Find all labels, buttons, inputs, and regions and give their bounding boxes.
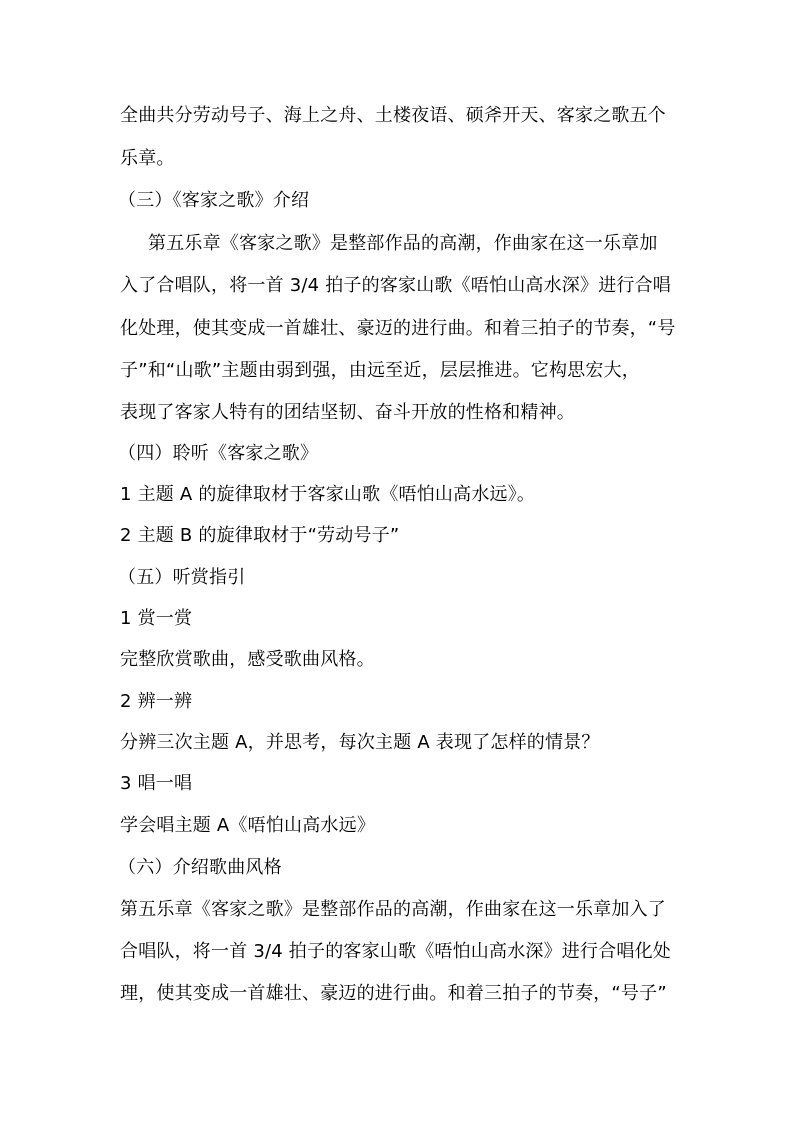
text-line: 3 唱一唱 [120, 773, 193, 794]
text-line: 理，使其变成一首雄壮、豪迈的进行曲。和着三拍子的节奏，“号子” [120, 983, 667, 1004]
section-heading: （三）《客家之歌》介绍 [118, 190, 310, 211]
text-line: 化处理，使其变成一首雄壮、豪迈的进行曲。和着三拍子的节奏，“号 [120, 318, 676, 339]
section-heading: （六）介绍歌曲风格 [118, 857, 282, 878]
text-line: 1 赏一赏 [120, 608, 193, 629]
text-line: 乐章。 [120, 148, 175, 169]
text-line: 学会唱主题 A《唔怕山高水远》 [120, 815, 376, 836]
section-heading: （四）聆听《客家之歌》 [118, 443, 319, 464]
text-line: 完整欣赏歌曲，感受歌曲风格。 [120, 649, 375, 670]
text-line: 2 辨一辨 [120, 691, 193, 712]
text-line: 分辨三次主题 A，并思考，每次主题 A 表现了怎样的情景？ [120, 732, 600, 753]
text-line: 合唱队，将一首 3/4 拍子的客家山歌《唔怕山高水深》进行合唱化处 [120, 941, 672, 962]
text-line: 全曲共分劳动号子、海上之舟、土楼夜语、硕斧开天、客家之歌五个 [120, 105, 666, 126]
text-line: 入了合唱队，将一首 3/4 拍子的客家山歌《唔怕山高水深》进行合唱 [120, 275, 672, 296]
text-line: 2 主题 B 的旋律取材于“劳动号子” [120, 525, 400, 546]
text-line: 第五乐章《客家之歌》是整部作品的高潮，作曲家在这一乐章加入了 [120, 899, 666, 920]
text-line: 表现了客家人特有的团结坚韧、奋斗开放的性格和精神。 [120, 402, 575, 423]
text-line: 1 主题 A 的旋律取材于客家山歌《唔怕山高水远》。 [120, 484, 536, 505]
text-line: 第五乐章《客家之歌》是整部作品的高潮，作曲家在这一乐章加 [148, 233, 658, 254]
section-heading: （五）听赏指引 [118, 567, 246, 588]
text-line: 子”和“山歌”主题由弱到强，由远至近，层层推进。它构思宏大， [120, 360, 640, 381]
